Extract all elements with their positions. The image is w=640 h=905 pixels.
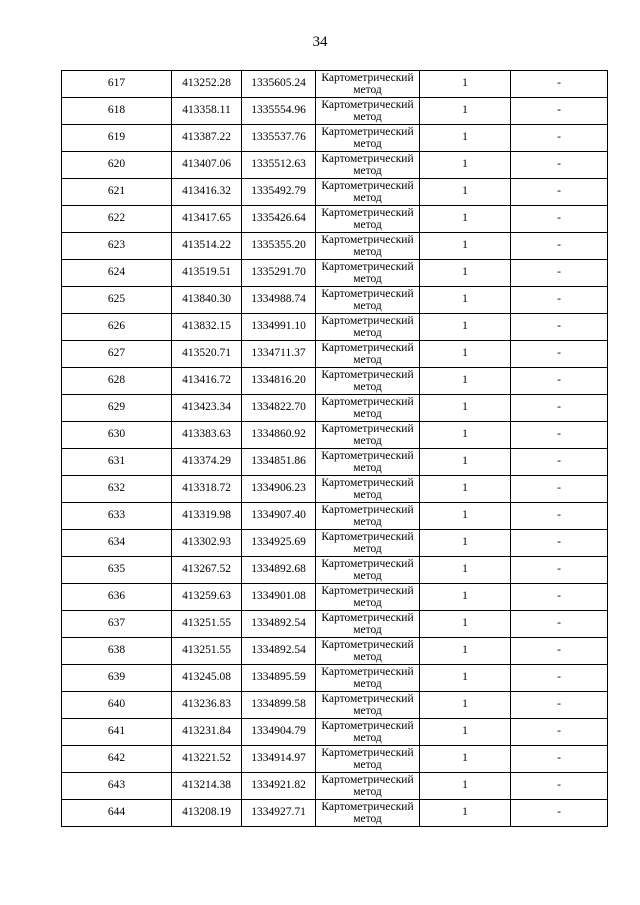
y-coordinate-cell: 1335291.70 <box>242 260 316 287</box>
table-row <box>62 449 608 476</box>
note-cell: - <box>511 719 608 746</box>
point-number-cell: 632 <box>62 476 172 503</box>
method-line1: Картометрический <box>321 693 414 705</box>
point-number-cell: 624 <box>62 260 172 287</box>
method-cell <box>316 98 420 125</box>
table-row <box>62 557 608 584</box>
method-line1: Картометрический <box>321 153 414 165</box>
table-row <box>62 530 608 557</box>
method-line1: Картометрический <box>321 450 414 462</box>
method-line2: метод <box>353 138 382 150</box>
method-cell <box>316 800 420 827</box>
note-cell: - <box>511 179 608 206</box>
table-row <box>62 611 608 638</box>
method-line2: метод <box>353 516 382 528</box>
accuracy-cell: 1 <box>420 503 511 530</box>
table-row <box>62 152 608 179</box>
note-cell: - <box>511 152 608 179</box>
point-number-cell: 622 <box>62 206 172 233</box>
point-number-cell: 639 <box>62 665 172 692</box>
method-line2: метод <box>353 732 382 744</box>
method-cell <box>316 746 420 773</box>
y-coordinate-cell: 1334822.70 <box>242 395 316 422</box>
method-line2: метод <box>353 462 382 474</box>
accuracy-cell: 1 <box>420 719 511 746</box>
note-cell: - <box>511 557 608 584</box>
x-coordinate-cell: 413208.19 <box>172 800 242 827</box>
method-cell <box>316 449 420 476</box>
method-line2: метод <box>353 246 382 258</box>
method-line1: Картометрический <box>321 720 414 732</box>
note-cell: - <box>511 125 608 152</box>
point-number-cell: 642 <box>62 746 172 773</box>
note-cell: - <box>511 476 608 503</box>
note-cell: - <box>511 584 608 611</box>
x-coordinate-cell: 413840.30 <box>172 287 242 314</box>
method-cell <box>316 314 420 341</box>
method-line1: Картометрический <box>321 99 414 111</box>
table-row <box>62 125 608 152</box>
point-number-cell: 644 <box>62 800 172 827</box>
y-coordinate-cell: 1334860.92 <box>242 422 316 449</box>
x-coordinate-cell: 413416.32 <box>172 179 242 206</box>
method-line2: метод <box>353 219 382 231</box>
note-cell: - <box>511 746 608 773</box>
x-coordinate-cell: 413302.93 <box>172 530 242 557</box>
point-number-cell: 631 <box>62 449 172 476</box>
accuracy-cell: 1 <box>420 476 511 503</box>
y-coordinate-cell: 1334907.40 <box>242 503 316 530</box>
point-number-cell: 633 <box>62 503 172 530</box>
y-coordinate-cell: 1334927.71 <box>242 800 316 827</box>
table-row <box>62 179 608 206</box>
y-coordinate-cell: 1334892.68 <box>242 557 316 584</box>
point-number-cell: 637 <box>62 611 172 638</box>
method-line1: Картометрический <box>321 369 414 381</box>
point-number-cell: 621 <box>62 179 172 206</box>
method-line2: метод <box>353 165 382 177</box>
page-number: 34 <box>312 34 328 50</box>
note-cell: - <box>511 287 608 314</box>
method-cell <box>316 287 420 314</box>
method-line1: Картометрический <box>321 315 414 327</box>
y-coordinate-cell: 1334904.79 <box>242 719 316 746</box>
accuracy-cell: 1 <box>420 260 511 287</box>
y-coordinate-cell: 1334892.54 <box>242 611 316 638</box>
method-cell <box>316 368 420 395</box>
method-cell <box>316 152 420 179</box>
x-coordinate-cell: 413520.71 <box>172 341 242 368</box>
x-coordinate-cell: 413259.63 <box>172 584 242 611</box>
y-coordinate-cell: 1335554.96 <box>242 98 316 125</box>
accuracy-cell: 1 <box>420 449 511 476</box>
x-coordinate-cell: 413267.52 <box>172 557 242 584</box>
note-cell: - <box>511 395 608 422</box>
method-line1: Картометрический <box>321 342 414 354</box>
accuracy-cell: 1 <box>420 530 511 557</box>
table-row <box>62 800 608 827</box>
accuracy-cell: 1 <box>420 773 511 800</box>
method-line1: Картометрический <box>321 288 414 300</box>
x-coordinate-cell: 413383.63 <box>172 422 242 449</box>
method-cell <box>316 125 420 152</box>
accuracy-cell: 1 <box>420 98 511 125</box>
note-cell: - <box>511 341 608 368</box>
accuracy-cell: 1 <box>420 638 511 665</box>
x-coordinate-cell: 413832.15 <box>172 314 242 341</box>
point-number-cell: 619 <box>62 125 172 152</box>
method-line2: метод <box>353 678 382 690</box>
method-line2: метод <box>353 624 382 636</box>
note-cell: - <box>511 800 608 827</box>
point-number-cell: 640 <box>62 692 172 719</box>
accuracy-cell: 1 <box>420 422 511 449</box>
y-coordinate-cell: 1334901.08 <box>242 584 316 611</box>
point-number-cell: 620 <box>62 152 172 179</box>
y-coordinate-cell: 1335426.64 <box>242 206 316 233</box>
table-row <box>62 503 608 530</box>
table-row <box>62 206 608 233</box>
note-cell: - <box>511 665 608 692</box>
method-line1: Картометрический <box>321 504 414 516</box>
table-row <box>62 341 608 368</box>
y-coordinate-cell: 1334914.97 <box>242 746 316 773</box>
y-coordinate-cell: 1335492.79 <box>242 179 316 206</box>
method-cell <box>316 260 420 287</box>
y-coordinate-cell: 1334851.86 <box>242 449 316 476</box>
method-cell <box>316 665 420 692</box>
point-number-cell: 618 <box>62 98 172 125</box>
x-coordinate-cell: 413358.11 <box>172 98 242 125</box>
note-cell: - <box>511 368 608 395</box>
accuracy-cell: 1 <box>420 341 511 368</box>
x-coordinate-cell: 413214.38 <box>172 773 242 800</box>
accuracy-cell: 1 <box>420 179 511 206</box>
method-line2: метод <box>353 84 382 96</box>
x-coordinate-cell: 413417.65 <box>172 206 242 233</box>
method-cell <box>316 773 420 800</box>
note-cell: - <box>511 422 608 449</box>
point-number-cell: 628 <box>62 368 172 395</box>
table-row <box>62 476 608 503</box>
x-coordinate-cell: 413423.34 <box>172 395 242 422</box>
accuracy-cell: 1 <box>420 233 511 260</box>
method-line2: метод <box>353 543 382 555</box>
y-coordinate-cell: 1334816.20 <box>242 368 316 395</box>
x-coordinate-cell: 413319.98 <box>172 503 242 530</box>
method-line1: Картометрический <box>321 477 414 489</box>
point-number-cell: 626 <box>62 314 172 341</box>
table-row <box>62 773 608 800</box>
point-number-cell: 643 <box>62 773 172 800</box>
y-coordinate-cell: 1334895.59 <box>242 665 316 692</box>
y-coordinate-cell: 1334988.74 <box>242 287 316 314</box>
method-cell <box>316 476 420 503</box>
note-cell: - <box>511 773 608 800</box>
method-line2: метод <box>353 354 382 366</box>
method-line1: Картометрический <box>321 747 414 759</box>
y-coordinate-cell: 1334892.54 <box>242 638 316 665</box>
y-coordinate-cell: 1335605.24 <box>242 71 316 98</box>
accuracy-cell: 1 <box>420 71 511 98</box>
x-coordinate-cell: 413236.83 <box>172 692 242 719</box>
point-number-cell: 630 <box>62 422 172 449</box>
table-body <box>62 71 608 827</box>
table-row <box>62 260 608 287</box>
table-row <box>62 638 608 665</box>
point-number-cell: 629 <box>62 395 172 422</box>
accuracy-cell: 1 <box>420 692 511 719</box>
method-cell <box>316 584 420 611</box>
method-line2: метод <box>353 408 382 420</box>
x-coordinate-cell: 413416.72 <box>172 368 242 395</box>
table-row <box>62 746 608 773</box>
method-line1: Картометрический <box>321 396 414 408</box>
method-cell <box>316 611 420 638</box>
point-number-cell: 627 <box>62 341 172 368</box>
method-line1: Картометрический <box>321 666 414 678</box>
point-number-cell: 635 <box>62 557 172 584</box>
y-coordinate-cell: 1335512.63 <box>242 152 316 179</box>
x-coordinate-cell: 413251.55 <box>172 611 242 638</box>
method-line1: Картометрический <box>321 126 414 138</box>
note-cell: - <box>511 98 608 125</box>
table-row <box>62 314 608 341</box>
x-coordinate-cell: 413251.55 <box>172 638 242 665</box>
x-coordinate-cell: 413221.52 <box>172 746 242 773</box>
x-coordinate-cell: 413514.22 <box>172 233 242 260</box>
method-line2: метод <box>353 435 382 447</box>
accuracy-cell: 1 <box>420 800 511 827</box>
accuracy-cell: 1 <box>420 665 511 692</box>
method-line1: Картометрический <box>321 72 414 84</box>
method-line1: Картометрический <box>321 558 414 570</box>
y-coordinate-cell: 1334925.69 <box>242 530 316 557</box>
x-coordinate-cell: 413318.72 <box>172 476 242 503</box>
method-line1: Картометрический <box>321 180 414 192</box>
method-cell <box>316 422 420 449</box>
accuracy-cell: 1 <box>420 125 511 152</box>
accuracy-cell: 1 <box>420 206 511 233</box>
method-line1: Картометрический <box>321 612 414 624</box>
table-row <box>62 395 608 422</box>
x-coordinate-cell: 413252.28 <box>172 71 242 98</box>
x-coordinate-cell: 413245.08 <box>172 665 242 692</box>
method-line2: метод <box>353 759 382 771</box>
table-row <box>62 233 608 260</box>
method-cell <box>316 692 420 719</box>
method-line1: Картометрический <box>321 207 414 219</box>
method-cell <box>316 503 420 530</box>
x-coordinate-cell: 413231.84 <box>172 719 242 746</box>
table-row <box>62 584 608 611</box>
note-cell: - <box>511 233 608 260</box>
table-row <box>62 368 608 395</box>
method-line2: метод <box>353 192 382 204</box>
accuracy-cell: 1 <box>420 152 511 179</box>
x-coordinate-cell: 413374.29 <box>172 449 242 476</box>
note-cell: - <box>511 638 608 665</box>
method-line2: метод <box>353 570 382 582</box>
method-line1: Картометрический <box>321 585 414 597</box>
point-number-cell: 617 <box>62 71 172 98</box>
method-line2: метод <box>353 489 382 501</box>
note-cell: - <box>511 611 608 638</box>
table-row <box>62 692 608 719</box>
method-line2: метод <box>353 327 382 339</box>
point-number-cell: 623 <box>62 233 172 260</box>
method-cell <box>316 206 420 233</box>
point-number-cell: 625 <box>62 287 172 314</box>
y-coordinate-cell: 1335355.20 <box>242 233 316 260</box>
method-cell <box>316 395 420 422</box>
point-number-cell: 636 <box>62 584 172 611</box>
table-row <box>62 71 608 98</box>
point-number-cell: 641 <box>62 719 172 746</box>
method-line1: Картометрический <box>321 639 414 651</box>
method-line2: метод <box>353 651 382 663</box>
note-cell: - <box>511 260 608 287</box>
x-coordinate-cell: 413519.51 <box>172 260 242 287</box>
table-row <box>62 98 608 125</box>
y-coordinate-cell: 1334991.10 <box>242 314 316 341</box>
y-coordinate-cell: 1334921.82 <box>242 773 316 800</box>
method-cell <box>316 179 420 206</box>
method-line2: метод <box>353 300 382 312</box>
table-row <box>62 287 608 314</box>
method-cell <box>316 719 420 746</box>
method-cell <box>316 557 420 584</box>
note-cell: - <box>511 449 608 476</box>
point-number-cell: 638 <box>62 638 172 665</box>
point-number-cell: 634 <box>62 530 172 557</box>
x-coordinate-cell: 413407.06 <box>172 152 242 179</box>
table-row <box>62 665 608 692</box>
note-cell: - <box>511 530 608 557</box>
method-cell <box>316 530 420 557</box>
method-line1: Картометрический <box>321 774 414 786</box>
note-cell: - <box>511 206 608 233</box>
table-row <box>62 422 608 449</box>
accuracy-cell: 1 <box>420 287 511 314</box>
accuracy-cell: 1 <box>420 395 511 422</box>
accuracy-cell: 1 <box>420 746 511 773</box>
coordinates-table <box>61 70 608 827</box>
method-line2: метод <box>353 381 382 393</box>
method-line2: метод <box>353 597 382 609</box>
note-cell: - <box>511 314 608 341</box>
method-line2: метод <box>353 705 382 717</box>
accuracy-cell: 1 <box>420 611 511 638</box>
note-cell: - <box>511 503 608 530</box>
y-coordinate-cell: 1334906.23 <box>242 476 316 503</box>
method-line2: метод <box>353 111 382 123</box>
method-line1: Картометрический <box>321 531 414 543</box>
method-cell <box>316 341 420 368</box>
note-cell: - <box>511 71 608 98</box>
method-cell <box>316 638 420 665</box>
y-coordinate-cell: 1335537.76 <box>242 125 316 152</box>
accuracy-cell: 1 <box>420 584 511 611</box>
accuracy-cell: 1 <box>420 557 511 584</box>
method-line1: Картометрический <box>321 261 414 273</box>
accuracy-cell: 1 <box>420 314 511 341</box>
method-line1: Картометрический <box>321 234 414 246</box>
method-line2: метод <box>353 813 382 825</box>
method-line2: метод <box>353 786 382 798</box>
method-line2: метод <box>353 273 382 285</box>
method-cell <box>316 233 420 260</box>
x-coordinate-cell: 413387.22 <box>172 125 242 152</box>
method-line1: Картометрический <box>321 423 414 435</box>
y-coordinate-cell: 1334711.37 <box>242 341 316 368</box>
table-row <box>62 719 608 746</box>
y-coordinate-cell: 1334899.58 <box>242 692 316 719</box>
method-line1: Картометрический <box>321 801 414 813</box>
note-cell: - <box>511 692 608 719</box>
accuracy-cell: 1 <box>420 368 511 395</box>
method-cell <box>316 71 420 98</box>
